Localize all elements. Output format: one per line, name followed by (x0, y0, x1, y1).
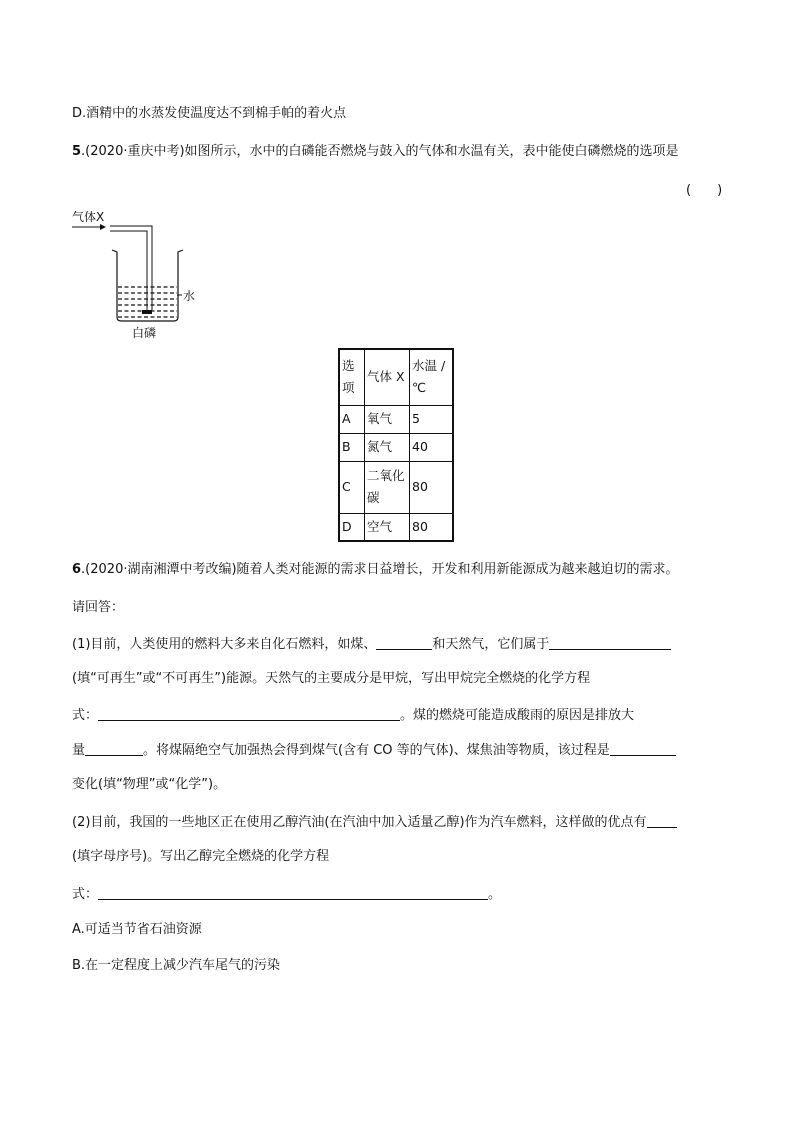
q5-number: 5 (72, 144, 82, 159)
text: 和天然气，它们属于 (432, 637, 550, 652)
q5-text: .(2020·重庆中考)如图所示，水中的白磷能否燃烧与鼓入的气体和水温有关，表中能使白磷燃烧的选项是 (81, 144, 679, 159)
cell-gas: 氮气 (365, 433, 410, 461)
cell-option: B (339, 433, 365, 461)
equation-blank[interactable] (98, 885, 488, 900)
equation-blank[interactable] (98, 706, 400, 721)
q6-prompt: 请回答： (72, 600, 125, 615)
text: (2)目前，我国的一些地区正在使用乙醇汽油(在汽油中加入适量乙醇)作为汽车燃料，这样做的优点有 (72, 815, 647, 830)
q6-stem (72, 561, 679, 579)
gas-x-label: 气体X (72, 210, 105, 224)
q5-stem (72, 143, 679, 161)
q6-p2-line2: (填字母序号)。写出乙醇完全燃烧的化学方程 (72, 849, 330, 864)
cell-temp: 5 (410, 405, 454, 433)
cell-option: A (339, 405, 365, 433)
q6-p2-line1 (72, 813, 677, 832)
cell-temp: 80 (410, 513, 454, 541)
options-table (338, 348, 454, 542)
cell-temp: 40 (410, 433, 454, 461)
water-label: 水 (183, 289, 196, 303)
text: 。将煤隔绝空气加强热会得到煤气(含有 CO 等的气体)、煤焦油等物质，该过程是 (143, 743, 610, 758)
q4-option-d: D.酒精中的水蒸发使温度达不到棉手帕的着火点 (72, 106, 347, 121)
q6-option-b: B.在一定程度上减少汽车尾气的污染 (72, 958, 281, 973)
q6-number: 6 (72, 562, 82, 577)
answer-blank[interactable] (376, 635, 432, 650)
cell-option: D (339, 513, 365, 541)
text: 式： (72, 708, 99, 723)
text: 。 (488, 887, 502, 902)
cell-option: C (339, 461, 365, 513)
answer-blank[interactable] (85, 741, 143, 756)
text: (1)目前，人类使用的燃料大多来自化石燃料，如煤、 (72, 637, 377, 652)
table-row (339, 433, 453, 461)
header-gas: 气体 X (365, 349, 410, 405)
table-row (339, 513, 453, 541)
q6-p2-line3 (72, 885, 501, 904)
q6-p1-line1 (72, 635, 671, 654)
text: 。煤的燃烧可能造成酸雨的原因是排放大 (400, 708, 635, 723)
cell-temp: 80 (410, 461, 454, 513)
cell-gas: 空气 (365, 513, 410, 541)
q6-intro: .(2020·湖南湘潭中考改编)随着人类对能源的需求日益增长，开发和利用新能源成为越来越迫切的需求。 (81, 562, 679, 577)
answer-blank[interactable] (647, 813, 677, 828)
text: 量 (72, 743, 86, 758)
q6-p1-line3 (72, 706, 634, 725)
header-temp: 水温 / ℃ (410, 349, 454, 405)
beaker-diagram (70, 207, 210, 342)
table-row (339, 405, 453, 433)
q6-p1-line4 (72, 741, 676, 760)
answer-blank[interactable] (610, 741, 676, 756)
table-header-row (339, 349, 453, 405)
q5-answer-paren: ( ) (686, 183, 723, 198)
q6-p1-line5: 变化(填“物理”或“化学”)。 (72, 777, 227, 792)
answer-blank[interactable] (549, 635, 671, 650)
text: 式： (72, 887, 99, 902)
cell-gas: 氧气 (365, 405, 410, 433)
phosphorus-label: 白磷 (132, 326, 157, 340)
q6-p1-line2: (填“可再生”或“不可再生”)能源。天然气的主要成分是甲烷，写出甲烷完全燃烧的化学方程 (72, 671, 591, 686)
header-option: 选项 (339, 349, 365, 405)
cell-gas: 二氧化碳 (365, 461, 410, 513)
q6-option-a: A.可适当节省石油资源 (72, 922, 202, 937)
table-row (339, 461, 453, 513)
